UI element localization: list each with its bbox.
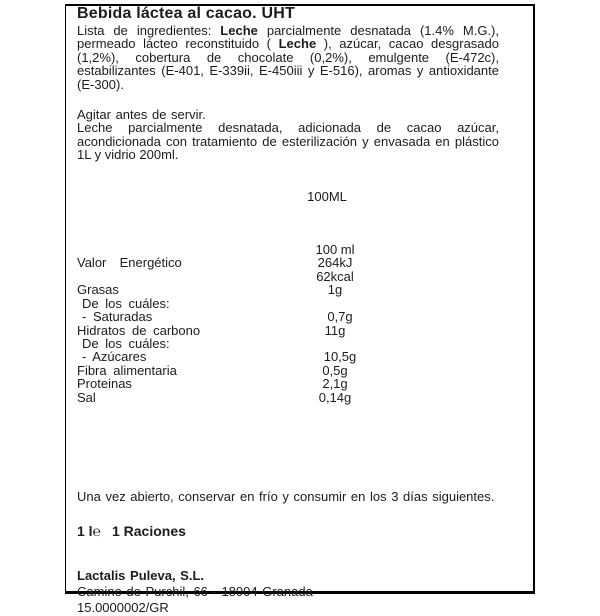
nutrition-value [295, 297, 385, 310]
nutrition-row-protein [77, 377, 499, 390]
nutrition-value: 10,5g [323, 349, 357, 365]
manufacturer-address: Camino de Purchil, 66 - 18004 Granada [77, 584, 313, 600]
nutrition-label: Hidratos de carbono [77, 322, 201, 338]
nutrition-label: Grasas [77, 282, 119, 298]
nutrition-row-saturates [77, 310, 499, 323]
nutrition-row-fibre [77, 364, 499, 377]
nutrition-value: 1g [327, 282, 343, 298]
nutrition-label: Sal [77, 389, 96, 405]
nutrition-row-of-which [77, 297, 499, 310]
nutrition-value: 100 ml [315, 242, 355, 258]
nutrition-value [295, 337, 385, 350]
nutrition-row-salt [77, 391, 499, 404]
product-description: Leche parcialmente desnatada, adicionada de cacao azúcar, acondicionada con tratamiento de esterilización y envasada en plástico 1L y vidrio 200ml. [77, 120, 499, 163]
nutrition-row-carbs [77, 324, 499, 337]
nutrition-value: 11g [324, 322, 346, 338]
net-quantity: 1 l℮ [77, 523, 101, 540]
nutrition-label: De los cuáles: [82, 335, 170, 351]
ingredients-paragraph [77, 24, 499, 91]
nutrition-row-serving [77, 243, 499, 256]
nutrition-row-sugars [77, 350, 499, 363]
nutrition-value: 0,14g [318, 389, 352, 405]
product-title: Bebida láctea al cacao. UHT [77, 5, 295, 22]
shake-instruction: Agitar antes de servir. [77, 107, 206, 123]
nutrition-value: 62kcal [316, 268, 354, 284]
nutrition-row-of-which-2 [77, 337, 499, 350]
nutrition-value: 0,7g [327, 309, 353, 325]
nutrition-label: - Azúcares [82, 349, 147, 365]
manufacturer-block [77, 568, 499, 616]
nutrition-row-energy-kcal [77, 270, 499, 283]
nutrition-label [77, 243, 290, 256]
ingredients-rest: ), azúcar, cacao desgrasado (1,2%), cobertura de chocolate (0,2%), emulgente (E-472c), estabilizantes (E-401, E-339ii, E-450iii y E-516), aromas y antioxidante (E-300). [77, 36, 500, 92]
nutrition-value: 2,1g [322, 376, 348, 392]
nutrition-value: 264kJ [317, 255, 353, 271]
nutrition-row-energy [77, 256, 499, 269]
ingredients-mid: parcialmente desnatada (1.4% M.G.), permeado lácteo reconstituido ( [77, 23, 499, 52]
nutrition-label: Fibra alimentaria [77, 362, 177, 378]
nutrition-label: - Saturadas [82, 309, 153, 325]
nutrition-table [77, 243, 499, 404]
registry-number: 15.0000002/GR [77, 600, 169, 616]
nutrition-label [77, 270, 290, 283]
ingredients-intro: Lista de ingredientes: [77, 23, 221, 38]
net-quantity-line [77, 524, 499, 539]
ingredient-milk-bold: Leche [220, 23, 258, 38]
nutrition-label: De los cuáles: [82, 295, 170, 311]
nutrition-row-fat [77, 283, 499, 296]
nutrition-label: Valor Energético [77, 255, 182, 271]
nutrition-label: Proteinas [77, 376, 132, 392]
storage-instruction: Una vez abierto, conservar en frío y consumir en los 3 días siguientes. [77, 488, 495, 504]
manufacturer-name: Lactalis Puleva, S.L. [77, 568, 204, 584]
ingredient-milk-bold-2: Leche [278, 36, 317, 52]
product-label [65, 4, 535, 616]
nutrition-value: 0,5g [322, 362, 348, 378]
servings-count: 1 Raciones [111, 523, 186, 540]
nutrition-column-header: 100ML [307, 188, 347, 204]
